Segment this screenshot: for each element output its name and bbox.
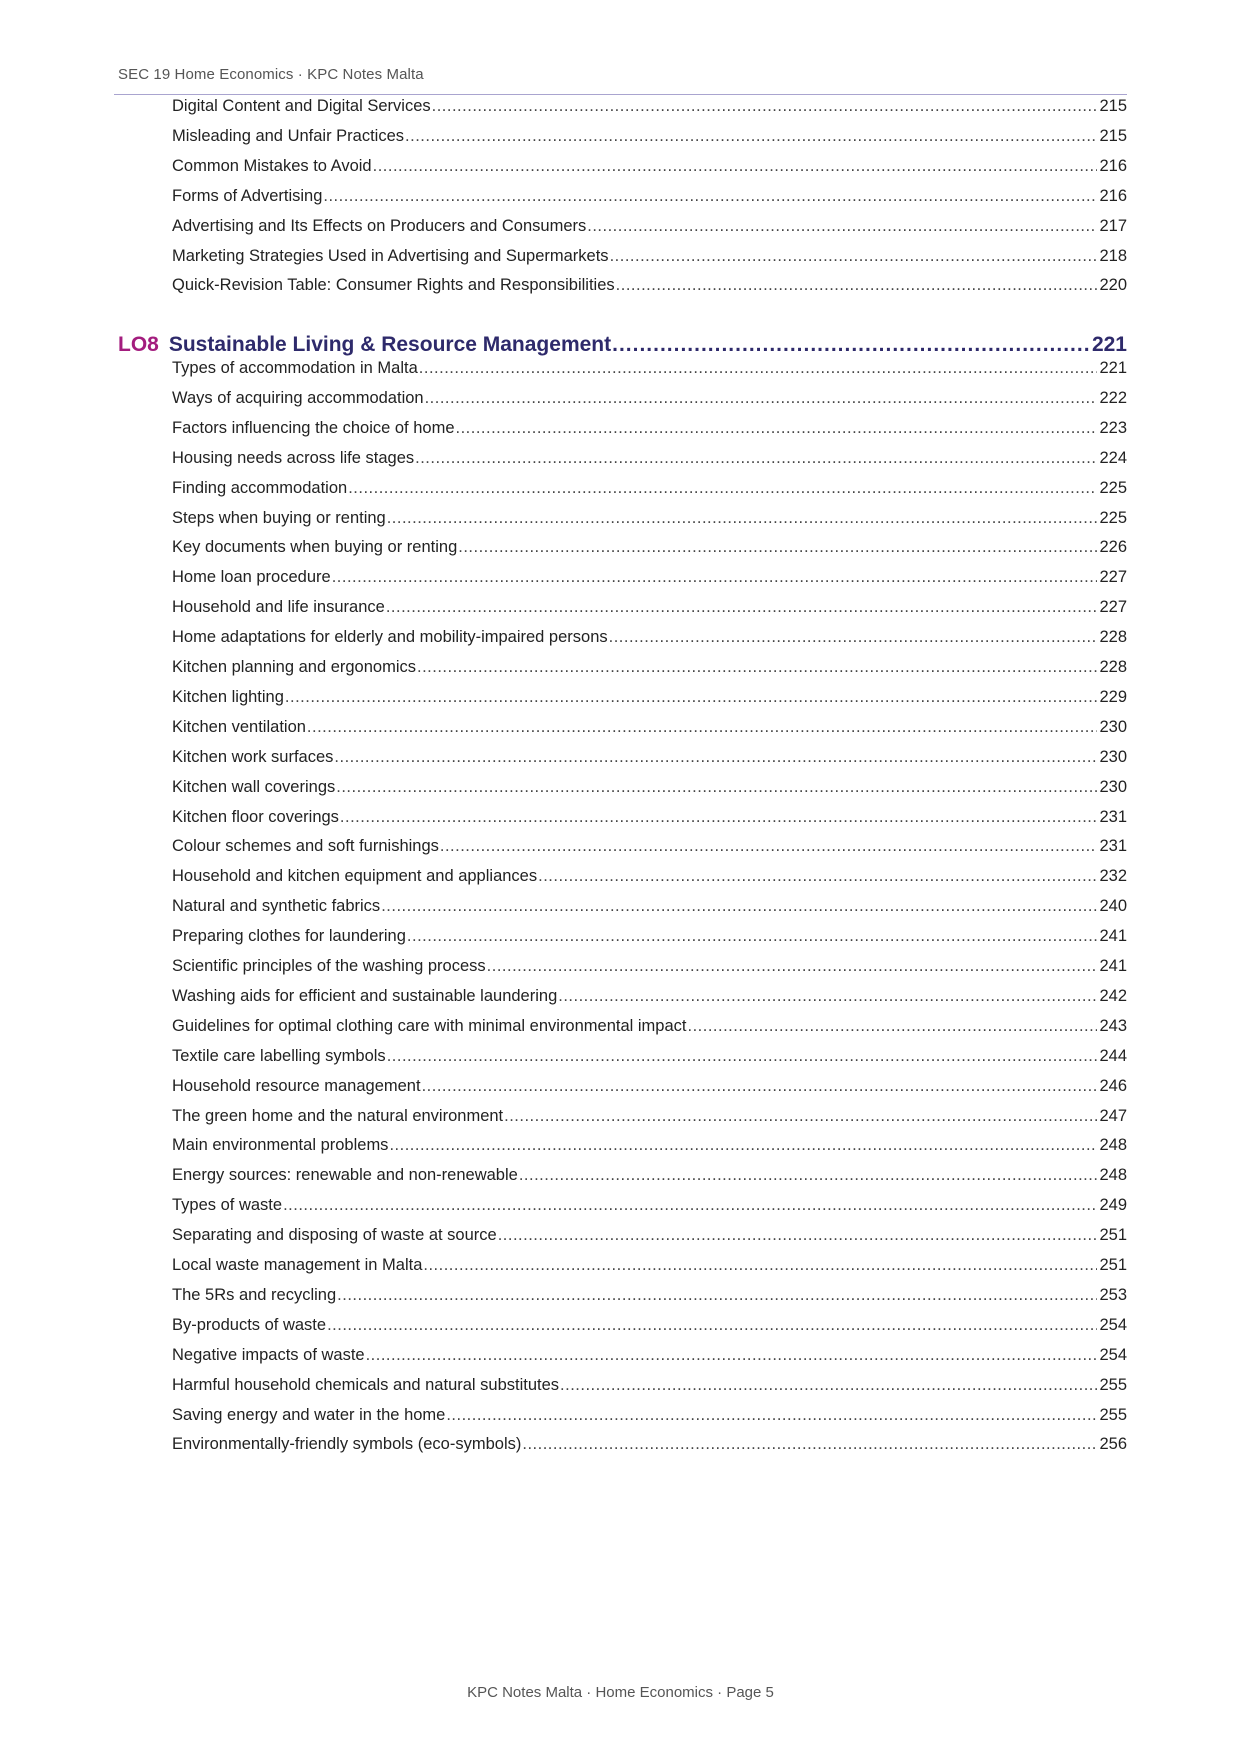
toc-entry[interactable] — [172, 1163, 1127, 1187]
dot-leader — [560, 1373, 1097, 1397]
toc-entry-page-number: 248 — [1099, 1166, 1127, 1184]
toc-entry-title: Finding accommodation — [172, 479, 348, 497]
toc-entry-page-number: 228 — [1099, 628, 1127, 646]
toc-entry[interactable] — [172, 984, 1127, 1008]
toc-entry[interactable] — [172, 124, 1127, 148]
toc-entry-page-number: 244 — [1099, 1047, 1127, 1065]
toc-entry-title: Ways of acquiring accommodation — [172, 389, 424, 407]
dot-leader — [336, 775, 1097, 799]
toc-entry-title: Scientific principles of the washing process — [172, 957, 486, 975]
toc-entry-page-number: 218 — [1099, 247, 1127, 265]
toc-entry[interactable] — [172, 954, 1127, 978]
toc-entry-title: Local waste management in Malta — [172, 1256, 423, 1274]
toc-entry-title: Types of waste — [172, 1196, 283, 1214]
dot-leader — [538, 864, 1097, 888]
dot-leader — [387, 506, 1098, 530]
toc-entry[interactable] — [172, 273, 1127, 297]
dot-leader — [687, 1014, 1097, 1038]
toc-entry[interactable] — [172, 506, 1127, 530]
toc-entry[interactable] — [172, 1253, 1127, 1277]
toc-entry[interactable] — [172, 595, 1127, 619]
toc-entry-title: Washing aids for efficient and sustainable laundering — [172, 987, 558, 1005]
toc-entry-page-number: 243 — [1099, 1017, 1127, 1035]
dot-leader — [283, 1193, 1097, 1217]
toc-entry-title: Digital Content and Digital Services — [172, 97, 431, 115]
running-footer: KPC Notes Malta · Home Economics · Page 5 — [467, 1684, 774, 1701]
toc-entry[interactable] — [172, 154, 1127, 178]
dot-leader — [558, 984, 1097, 1008]
toc-entry[interactable] — [172, 214, 1127, 238]
toc-entry[interactable] — [172, 184, 1127, 208]
dot-leader — [423, 1253, 1097, 1277]
toc-entry-title: Housing needs across life stages — [172, 449, 415, 467]
toc-entry[interactable] — [172, 1044, 1127, 1068]
dot-leader — [432, 94, 1098, 118]
toc-entry-title: Colour schemes and soft furnishings — [172, 837, 439, 855]
toc-entry[interactable] — [172, 1343, 1127, 1367]
dot-leader — [381, 894, 1097, 918]
toc-entry-title: Household and life insurance — [172, 598, 385, 616]
dot-leader — [348, 476, 1097, 500]
toc-entry-page-number: 230 — [1099, 778, 1127, 796]
toc-entry[interactable] — [172, 1223, 1127, 1247]
toc-entry-page-number: 249 — [1099, 1196, 1127, 1214]
toc-entry[interactable] — [172, 1283, 1127, 1307]
toc-entry[interactable] — [172, 1074, 1127, 1098]
toc-entry[interactable] — [172, 685, 1127, 709]
dot-leader — [337, 1283, 1097, 1307]
section-code: LO8 — [118, 333, 159, 356]
toc-entry-page-number: 225 — [1099, 509, 1127, 527]
toc-entry[interactable] — [172, 894, 1127, 918]
dot-leader — [456, 416, 1098, 440]
toc-entry-title: Home loan procedure — [172, 568, 331, 586]
dot-leader — [332, 565, 1098, 589]
toc-entry-page-number: 242 — [1099, 987, 1127, 1005]
toc-entry-page-number: 256 — [1099, 1435, 1127, 1453]
toc-entry-title: Kitchen floor coverings — [172, 808, 339, 826]
dot-leader — [609, 625, 1098, 649]
dot-leader — [498, 1223, 1098, 1247]
toc-entry[interactable] — [172, 416, 1127, 440]
dot-leader — [366, 1343, 1098, 1367]
dot-leader — [373, 154, 1098, 178]
toc-entry-page-number: 220 — [1099, 276, 1127, 294]
toc-entry-page-number: 247 — [1099, 1107, 1127, 1125]
toc-entry[interactable] — [172, 1432, 1127, 1456]
dot-leader — [415, 446, 1097, 470]
toc-entry-title: The green home and the natural environment — [172, 1107, 504, 1125]
toc-entry-title: Common Mistakes to Avoid — [172, 157, 372, 175]
dot-leader — [446, 1403, 1097, 1427]
toc-entry[interactable] — [172, 864, 1127, 888]
toc-entry-title: Textile care labelling symbols — [172, 1047, 386, 1065]
toc-entry-page-number: 221 — [1099, 359, 1127, 377]
dot-leader — [417, 655, 1097, 679]
toc-entry-page-number: 215 — [1099, 97, 1127, 115]
toc-entry-title: Types of accommodation in Malta — [172, 359, 418, 377]
toc-entry-page-number: 255 — [1099, 1376, 1127, 1394]
dot-leader — [389, 1133, 1097, 1157]
toc-entry-title: Misleading and Unfair Practices — [172, 127, 405, 145]
toc-entry-title: Energy sources: renewable and non-renewable — [172, 1166, 518, 1184]
toc-entry[interactable] — [172, 775, 1127, 799]
toc-entry-title: Saving energy and water in the home — [172, 1406, 446, 1424]
toc-entry[interactable] — [172, 1133, 1127, 1157]
toc-entry-page-number: 227 — [1099, 568, 1127, 586]
toc-entry[interactable] — [172, 715, 1127, 739]
dot-leader — [307, 715, 1098, 739]
toc-entry[interactable] — [172, 625, 1127, 649]
dot-leader — [519, 1163, 1098, 1187]
toc-entry-page-number: 230 — [1099, 748, 1127, 766]
toc-entry-page-number: 225 — [1099, 479, 1127, 497]
toc-entry-page-number: 216 — [1099, 187, 1127, 205]
toc-entry-title: Household resource management — [172, 1077, 421, 1095]
toc-entry-title: Kitchen work surfaces — [172, 748, 334, 766]
toc-entry[interactable] — [172, 446, 1127, 470]
toc-entry[interactable] — [172, 1403, 1127, 1427]
toc-entry-title: Quick-Revision Table: Consumer Rights and Responsibilities — [172, 276, 615, 294]
toc-entry-page-number: 226 — [1099, 538, 1127, 556]
toc-entry-page-number: 240 — [1099, 897, 1127, 915]
toc-entry[interactable] — [172, 745, 1127, 769]
toc-entry-page-number: 223 — [1099, 419, 1127, 437]
toc-entry[interactable] — [172, 924, 1127, 948]
dot-leader — [422, 1074, 1098, 1098]
dot-leader — [458, 535, 1097, 559]
toc-entry[interactable] — [172, 1373, 1127, 1397]
toc-entry-page-number: 241 — [1099, 927, 1127, 945]
toc-entry-title: Preparing clothes for laundering — [172, 927, 406, 945]
dot-leader — [387, 1044, 1098, 1068]
toc-entry[interactable] — [172, 356, 1127, 380]
toc-entry-title: Key documents when buying or renting — [172, 538, 458, 556]
dot-leader — [504, 1104, 1097, 1128]
dot-leader — [425, 386, 1098, 410]
toc-entry-title: Factors influencing the choice of home — [172, 419, 455, 437]
toc-entry-title: Negative impacts of waste — [172, 1346, 365, 1364]
dot-leader — [386, 595, 1098, 619]
toc-entry[interactable] — [172, 1193, 1127, 1217]
dot-leader — [610, 244, 1098, 268]
toc-entry-title: Steps when buying or renting — [172, 509, 386, 527]
running-header: SEC 19 Home Economics · KPC Notes Malta — [118, 66, 424, 83]
dot-leader — [587, 214, 1097, 238]
toc-entry-page-number: 254 — [1099, 1316, 1127, 1334]
toc-entry-page-number: 251 — [1099, 1226, 1127, 1244]
toc-entry-page-number: 231 — [1099, 837, 1127, 855]
toc-entry[interactable] — [172, 476, 1127, 500]
toc-entry-title: Environmentally-friendly symbols (eco-symbols) — [172, 1435, 522, 1453]
toc-entry-page-number: 227 — [1099, 598, 1127, 616]
toc-entry[interactable] — [172, 535, 1127, 559]
toc-entry[interactable] — [172, 94, 1127, 118]
toc-entry-title: Separating and disposing of waste at source — [172, 1226, 497, 1244]
toc-entry-title: Natural and synthetic fabrics — [172, 897, 381, 915]
toc-entry-title: Marketing Strategies Used in Advertising and Supermarkets — [172, 247, 609, 265]
toc-entry-title: Kitchen lighting — [172, 688, 284, 706]
toc-entry-page-number: 232 — [1099, 867, 1127, 885]
toc-entry-page-number: 217 — [1099, 217, 1127, 235]
toc-entry-title: Household and kitchen equipment and appliances — [172, 867, 538, 885]
toc-entry-page-number: 253 — [1099, 1286, 1127, 1304]
toc-entry[interactable] — [172, 1313, 1127, 1337]
toc-entry-page-number: 231 — [1099, 808, 1127, 826]
dot-leader — [323, 184, 1097, 208]
dot-leader — [327, 1313, 1097, 1337]
dot-leader — [487, 954, 1098, 978]
dot-leader — [405, 124, 1097, 148]
toc-entry[interactable] — [172, 834, 1127, 858]
toc-entry-page-number: 254 — [1099, 1346, 1127, 1364]
dot-leader — [440, 834, 1098, 858]
toc-entry-title: By-products of waste — [172, 1316, 327, 1334]
toc-entry-page-number: 251 — [1099, 1256, 1127, 1274]
toc-entry[interactable] — [172, 386, 1127, 410]
toc-entry-title: Harmful household chemicals and natural substitutes — [172, 1376, 560, 1394]
dot-leader — [522, 1432, 1097, 1456]
toc-entry-title: Kitchen ventilation — [172, 718, 306, 736]
toc-entry[interactable] — [172, 655, 1127, 679]
toc-entry-title: Guidelines for optimal clothing care with minimal environmental impact — [172, 1017, 687, 1035]
toc-entry-page-number: 248 — [1099, 1136, 1127, 1154]
toc-entry-title: Advertising and Its Effects on Producers and Consumers — [172, 217, 587, 235]
toc-entry[interactable] — [172, 565, 1127, 589]
toc-entry-page-number: 222 — [1099, 389, 1127, 407]
toc-entry-page-number: 255 — [1099, 1406, 1127, 1424]
toc-entry-page-number: 224 — [1099, 449, 1127, 467]
toc-entry-page-number: 215 — [1099, 127, 1127, 145]
toc-entry-page-number: 246 — [1099, 1077, 1127, 1095]
dot-leader — [340, 805, 1098, 829]
toc-entry-title: Kitchen planning and ergonomics — [172, 658, 416, 676]
toc-entry-page-number: 216 — [1099, 157, 1127, 175]
toc-entry-title: Forms of Advertising — [172, 187, 323, 205]
toc-entry[interactable] — [172, 1014, 1127, 1038]
toc-entry-page-number: 228 — [1099, 658, 1127, 676]
section-page-number: 221 — [1091, 333, 1127, 356]
toc-entry-title: Main environmental problems — [172, 1136, 389, 1154]
dot-leader — [407, 924, 1098, 948]
toc-entry-page-number: 230 — [1099, 718, 1127, 736]
toc-entry[interactable] — [172, 1104, 1127, 1128]
toc-entry-title: Home adaptations for elderly and mobility-impaired persons — [172, 628, 608, 646]
section-title: Sustainable Living & Resource Management — [168, 333, 612, 356]
toc-entry-title: The 5Rs and recycling — [172, 1286, 337, 1304]
dot-leader — [334, 745, 1097, 769]
toc-entry-title: Kitchen wall coverings — [172, 778, 336, 796]
dot-leader — [419, 356, 1098, 380]
toc-entry[interactable] — [172, 244, 1127, 268]
dot-leader — [616, 273, 1098, 297]
dot-leader — [285, 685, 1098, 709]
toc-entry-page-number: 229 — [1099, 688, 1127, 706]
toc-entry[interactable] — [172, 805, 1127, 829]
toc-entry-page-number: 241 — [1099, 957, 1127, 975]
